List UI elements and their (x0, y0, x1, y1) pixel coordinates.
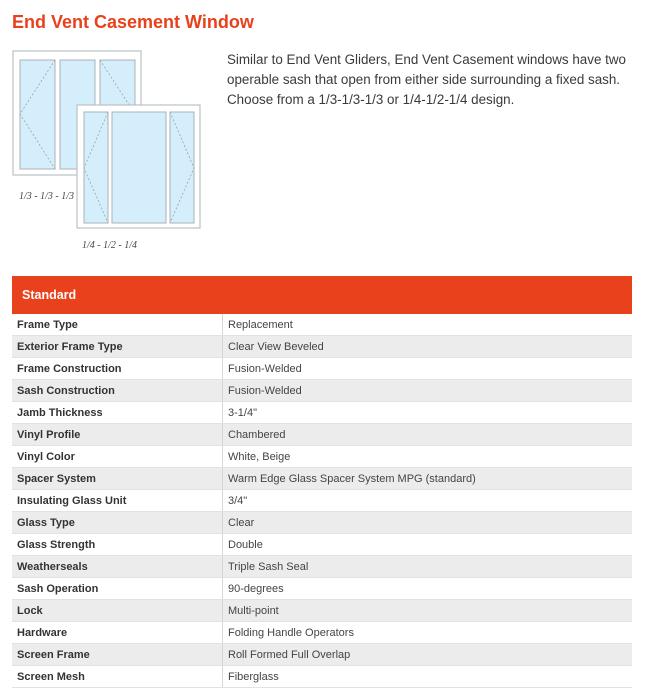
spec-value: Fiberglass (223, 666, 633, 688)
spec-value: Multi-point (223, 600, 633, 622)
table-row (12, 622, 632, 644)
table-row (12, 402, 632, 424)
spec-label: Glass Strength (12, 534, 223, 556)
spec-value: Folding Handle Operators (223, 622, 633, 644)
spec-label: Hardware (12, 622, 223, 644)
table-row (12, 314, 632, 336)
spec-label: Weatherseals (12, 556, 223, 578)
label-quarters: 1/4 - 1/2 - 1/4 (82, 240, 137, 251)
spec-value: Clear (223, 512, 633, 534)
table-row (12, 468, 632, 490)
spec-label: Insulating Glass Unit (12, 490, 223, 512)
spec-value: 3-1/4" (223, 402, 633, 424)
spec-label: Frame Construction (12, 358, 223, 380)
window-quarter-half-quarter (77, 105, 200, 228)
spec-label: Lock (12, 600, 223, 622)
spec-table (12, 276, 632, 688)
spec-value: Replacement (223, 314, 633, 336)
spec-label: Sash Construction (12, 380, 223, 402)
table-row (12, 600, 632, 622)
table-row (12, 644, 632, 666)
spec-value: Fusion-Welded (223, 380, 633, 402)
spec-value: Fusion-Welded (223, 358, 633, 380)
spec-label: Exterior Frame Type (12, 336, 223, 358)
spec-value: 90-degrees (223, 578, 633, 600)
spec-label: Vinyl Color (12, 446, 223, 468)
spec-value: Double (223, 534, 633, 556)
spec-table-header-row (12, 276, 632, 314)
spec-label: Vinyl Profile (12, 424, 223, 446)
table-row (12, 446, 632, 468)
spec-label: Sash Operation (12, 578, 223, 600)
table-row (12, 358, 632, 380)
table-row (12, 512, 632, 534)
table-row (12, 534, 632, 556)
spec-table-body (12, 314, 632, 688)
table-row (12, 380, 632, 402)
spec-value: Warm Edge Glass Spacer System MPG (standard) (223, 468, 633, 490)
table-row (12, 424, 632, 446)
spec-value: White, Beige (223, 446, 633, 468)
spec-label: Screen Frame (12, 644, 223, 666)
page-title: End Vent Casement Window (12, 12, 254, 32)
spec-label: Frame Type (12, 314, 223, 336)
table-row (12, 556, 632, 578)
spec-label: Jamb Thickness (12, 402, 223, 424)
spec-value: 3/4" (223, 490, 633, 512)
window-diagram (10, 48, 210, 260)
label-thirds: 1/3 - 1/3 - 1/3 (19, 191, 74, 202)
spec-value: Triple Sash Seal (223, 556, 633, 578)
description: Similar to End Vent Gliders, End Vent Casement windows have two operable sash that open from either side surrounding a fixed sash. Choose from a 1/3-1/3-1/3 or 1/4-1/2-1/4 design. (227, 52, 626, 107)
table-row (12, 490, 632, 512)
spec-value: Clear View Beveled (223, 336, 633, 358)
spec-label: Glass Type (12, 512, 223, 534)
table-row (12, 578, 632, 600)
spec-value: Roll Formed Full Overlap (223, 644, 633, 666)
spec-value: Chambered (223, 424, 633, 446)
spec-table-header: Standard (12, 276, 632, 314)
spec-label: Screen Mesh (12, 666, 223, 688)
table-row (12, 336, 632, 358)
table-row (12, 666, 632, 688)
spec-label: Spacer System (12, 468, 223, 490)
